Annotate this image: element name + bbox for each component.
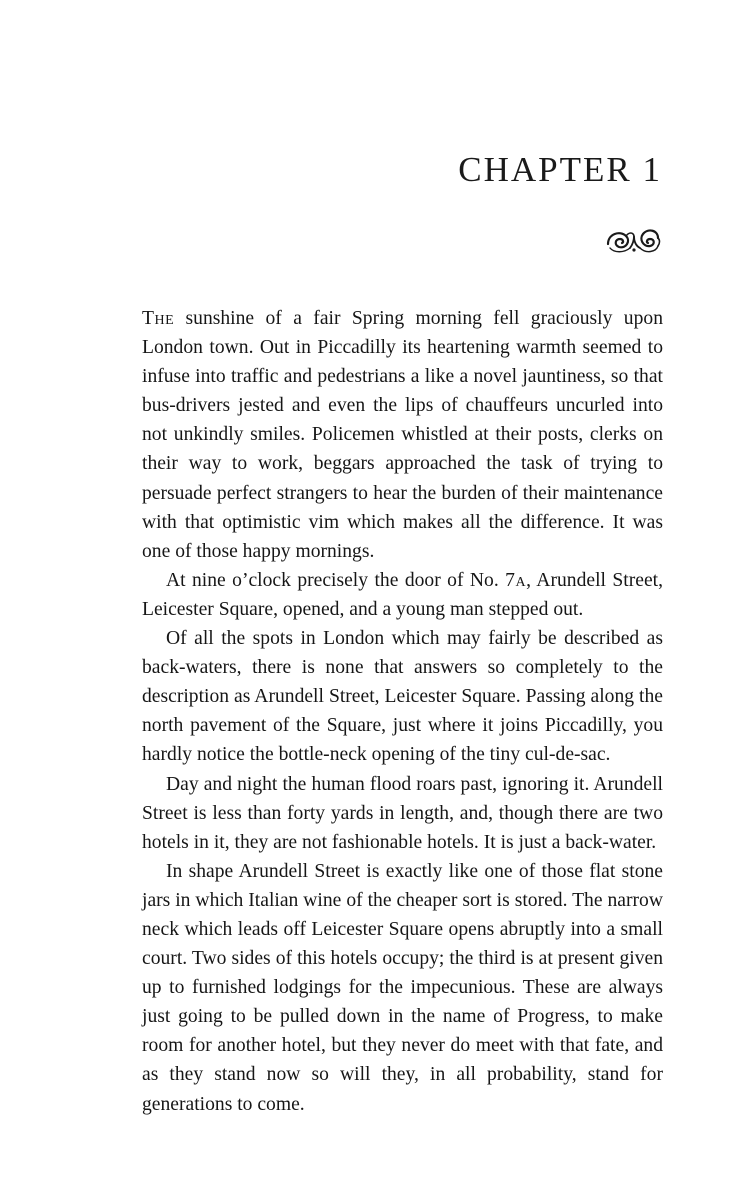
house-number: 7a [505, 569, 527, 591]
paragraph-1-text: sunshine of a fair Spring morning fell graciously upon London town. Out in Piccadilly its heartening warmth seemed to infuse into traffic and pedestrians a like a novel jauntiness, so that bus-drivers jested and even the lips of chauffeurs uncurled into not unkindly smiles. Policemen whistled at their posts, clerks on their way to work, beggars approached the task of trying to persuade perfect strangers to hear the burden of their maintenance with that optimistic vim which makes all the difference. It was one of those happy mornings. [142, 308, 663, 562]
paragraph-4: Day and night the human flood roars past, ignoring it. Arundell Street is less than forty yards in length, and, though there are two hotels in it, they are not fashionable hotels. It is just a back-water. [142, 773, 663, 853]
paragraph-2-text-end: , Arundell Street, Leicester Square, opened, and a young man stepped out. [142, 569, 663, 620]
chapter-title: CHAPTER 1 [458, 150, 662, 189]
paragraph-3: Of all the spots in London which may fairly be described as back-waters, there is none that answers so completely to the description as Arundell Street, Leicester Square. Passing along the north pavement of the Square, just where it joins Piccadilly, you hardly notice the bottle-neck opening of the tiny cul-de-sac. [142, 628, 663, 766]
paragraph-5: In shape Arundell Street is exactly like one of those flat stone jars in which Italian wine of the cheaper sort is stored. The narrow neck which leads off Leicester Square opens abruptly into a small court. Two sides of this hotels occupy; the third is at present given up to furnished lodgings for the impecunious. These are always just going to be pulled down in the name of Progress, to make room for another hotel, but they never do meet with that fate, and as they stand now so will they, in all probability, stand for generations to come. [142, 860, 663, 1115]
paragraph-2 [142, 566, 663, 624]
paragraph-2-text-start: At nine o’clock precisely the door of No. [166, 569, 499, 591]
opening-word: The [142, 308, 175, 329]
scroll-flourish-icon [604, 224, 662, 256]
chapter-body [142, 304, 663, 1119]
paragraph-1 [142, 304, 663, 566]
